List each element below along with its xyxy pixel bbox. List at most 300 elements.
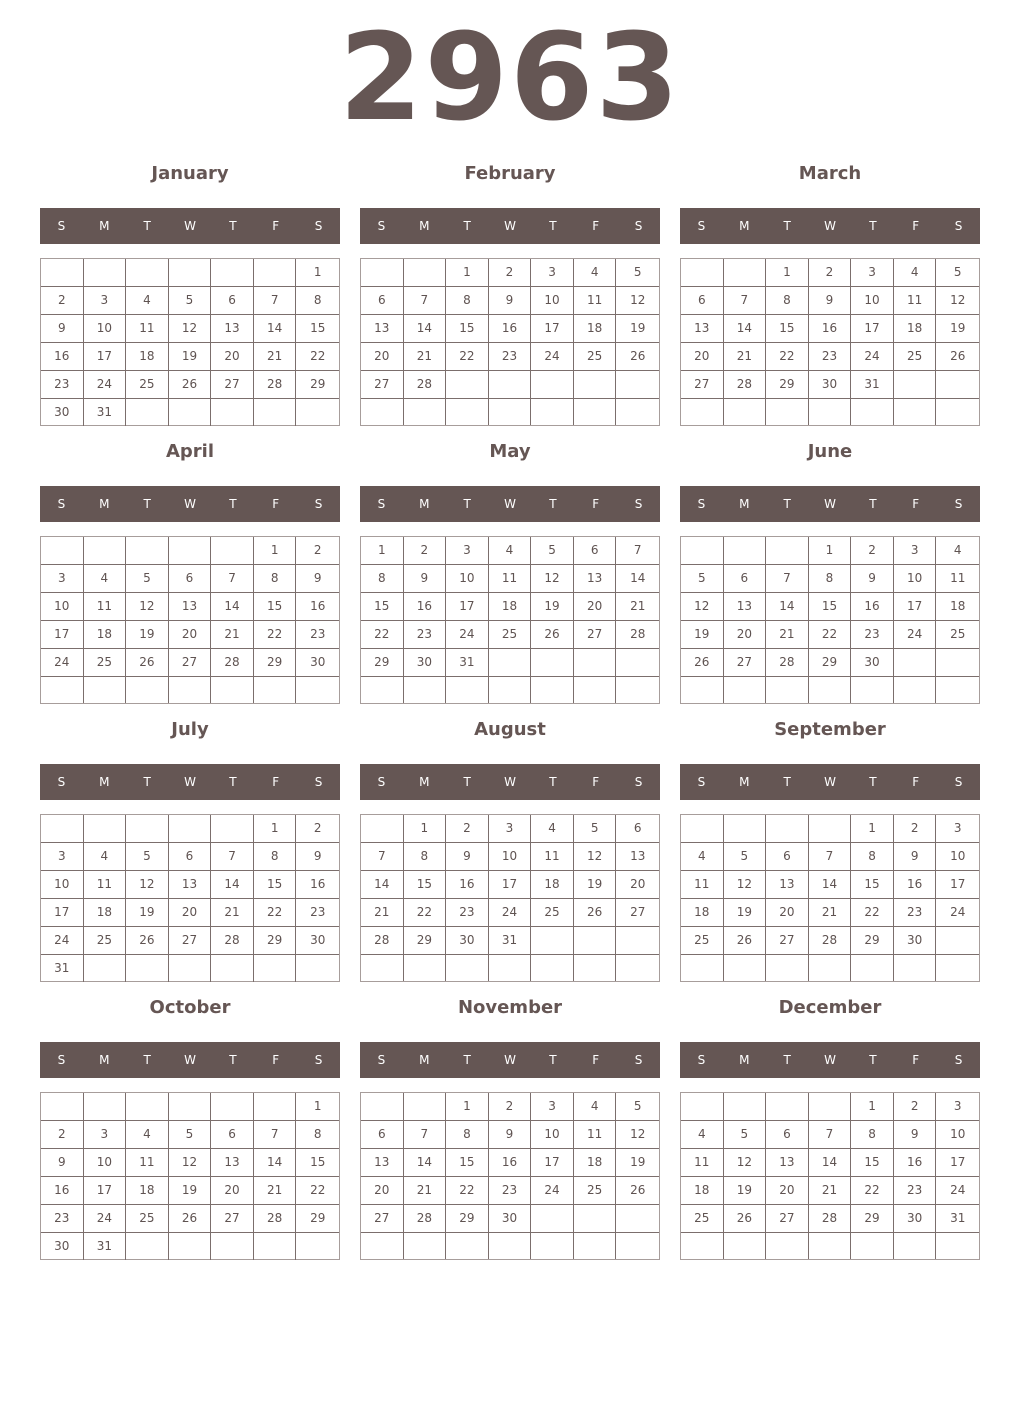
day-cell: 9 <box>296 843 339 871</box>
day-cell <box>724 815 767 843</box>
day-cell <box>446 371 489 399</box>
day-cell <box>41 259 84 287</box>
day-cell: 7 <box>211 843 254 871</box>
day-cell: 22 <box>809 621 852 649</box>
day-cell: 20 <box>574 593 617 621</box>
weekday-label: F <box>592 1053 600 1067</box>
day-cell: 18 <box>681 1177 724 1205</box>
day-cell: 26 <box>724 927 767 955</box>
day-cell: 23 <box>404 621 447 649</box>
weekday-label: F <box>272 1053 280 1067</box>
day-cell: 29 <box>254 927 297 955</box>
day-cell: 4 <box>894 259 937 287</box>
day-cell: 27 <box>766 1205 809 1233</box>
day-cell: 1 <box>361 537 404 565</box>
day-cell: 21 <box>211 899 254 927</box>
weekday-label: S <box>697 775 706 789</box>
day-cell <box>211 537 254 565</box>
day-cell: 27 <box>681 371 724 399</box>
month-title: April <box>165 441 215 462</box>
day-cell: 16 <box>809 315 852 343</box>
day-cell: 6 <box>766 1121 809 1149</box>
day-cell <box>84 1093 127 1121</box>
day-cell: 16 <box>489 315 532 343</box>
weekday-label: T <box>229 219 237 233</box>
day-cell: 2 <box>41 1121 84 1149</box>
day-cell <box>296 1233 339 1260</box>
day-grid <box>40 258 340 426</box>
day-cell <box>126 537 169 565</box>
weekday-label: W <box>824 219 836 233</box>
day-cell <box>851 1233 894 1259</box>
day-cell: 2 <box>41 287 84 315</box>
weekday-label: M <box>419 497 430 511</box>
month-title: March <box>798 163 862 184</box>
day-cell <box>724 1233 767 1259</box>
day-cell <box>446 399 489 425</box>
day-cell <box>936 399 979 425</box>
day-cell: 16 <box>894 1149 937 1177</box>
day-cell: 7 <box>766 565 809 593</box>
day-cell <box>531 399 574 425</box>
day-cell: 30 <box>446 927 489 955</box>
day-cell: 16 <box>894 871 937 899</box>
day-cell: 19 <box>724 899 767 927</box>
day-cell <box>616 677 659 703</box>
day-grid <box>360 814 660 982</box>
day-cell <box>126 677 169 703</box>
weekday-label: T <box>143 775 151 789</box>
day-cell: 3 <box>41 843 84 871</box>
day-cell: 4 <box>126 1121 169 1149</box>
day-cell: 3 <box>936 815 979 843</box>
weekday-label: S <box>57 219 66 233</box>
weekday-label: T <box>463 219 471 233</box>
day-cell: 17 <box>84 343 127 371</box>
day-cell: 17 <box>894 593 937 621</box>
day-cell: 21 <box>616 593 659 621</box>
day-cell: 14 <box>361 871 404 899</box>
day-cell <box>936 649 979 677</box>
day-cell: 5 <box>724 1121 767 1149</box>
year-title: 2963 <box>339 9 681 148</box>
day-cell: 9 <box>296 565 339 593</box>
day-cell: 1 <box>446 259 489 287</box>
weekday-header <box>40 1042 340 1078</box>
day-cell <box>404 677 447 703</box>
day-cell: 21 <box>724 343 767 371</box>
day-cell: 7 <box>211 565 254 593</box>
day-cell: 15 <box>254 871 297 899</box>
day-cell: 12 <box>169 315 212 343</box>
day-cell: 9 <box>809 287 852 315</box>
day-cell <box>84 955 127 982</box>
day-cell: 20 <box>766 1177 809 1205</box>
day-cell: 29 <box>446 1205 489 1233</box>
day-cell: 13 <box>361 315 404 343</box>
day-cell: 26 <box>169 371 212 399</box>
day-cell: 5 <box>574 815 617 843</box>
day-cell: 26 <box>126 649 169 677</box>
day-cell <box>531 371 574 399</box>
weekday-label: F <box>272 497 280 511</box>
day-cell: 30 <box>296 649 339 677</box>
month-title: August <box>474 719 546 740</box>
day-cell: 26 <box>126 927 169 955</box>
day-cell: 19 <box>126 899 169 927</box>
day-cell <box>169 677 212 703</box>
day-cell: 17 <box>41 899 84 927</box>
weekday-label: S <box>954 219 963 233</box>
day-cell <box>809 1093 852 1121</box>
day-cell: 11 <box>574 1121 617 1149</box>
weekday-label: S <box>634 497 643 511</box>
day-cell: 24 <box>531 343 574 371</box>
day-cell: 29 <box>296 1205 339 1233</box>
day-cell: 8 <box>446 1121 489 1149</box>
day-cell: 2 <box>894 815 937 843</box>
day-cell: 31 <box>489 927 532 955</box>
weekday-label: T <box>549 219 557 233</box>
day-cell: 7 <box>254 287 297 315</box>
day-cell: 21 <box>254 343 297 371</box>
day-cell <box>489 1233 532 1259</box>
day-cell <box>936 1233 979 1259</box>
day-cell: 17 <box>936 871 979 899</box>
day-cell: 29 <box>766 371 809 399</box>
month-title: May <box>489 441 531 462</box>
day-cell: 29 <box>254 649 297 677</box>
day-cell: 5 <box>681 565 724 593</box>
day-cell: 6 <box>616 815 659 843</box>
day-cell: 8 <box>254 843 297 871</box>
day-cell <box>724 677 767 703</box>
day-cell: 4 <box>681 1121 724 1149</box>
day-cell: 11 <box>126 1149 169 1177</box>
day-cell: 20 <box>169 621 212 649</box>
day-cell: 9 <box>404 565 447 593</box>
weekday-label: S <box>57 775 66 789</box>
day-cell <box>126 1233 169 1260</box>
day-cell <box>809 815 852 843</box>
weekday-label: M <box>739 497 750 511</box>
day-cell: 15 <box>809 593 852 621</box>
day-cell: 3 <box>84 1121 127 1149</box>
day-cell: 29 <box>404 927 447 955</box>
day-cell: 24 <box>489 899 532 927</box>
day-cell: 10 <box>531 1121 574 1149</box>
day-cell: 13 <box>681 315 724 343</box>
weekday-label: T <box>549 1053 557 1067</box>
weekday-label: F <box>592 775 600 789</box>
month-title: January <box>151 163 229 184</box>
day-cell: 27 <box>574 621 617 649</box>
day-cell: 11 <box>489 565 532 593</box>
day-cell: 27 <box>169 649 212 677</box>
day-cell: 16 <box>489 1149 532 1177</box>
day-cell: 20 <box>169 899 212 927</box>
day-cell: 12 <box>531 565 574 593</box>
day-cell: 25 <box>126 1205 169 1233</box>
weekday-label: W <box>824 1053 836 1067</box>
day-cell: 18 <box>681 899 724 927</box>
day-cell: 13 <box>211 1149 254 1177</box>
weekday-label: F <box>912 775 920 789</box>
day-cell: 24 <box>41 927 84 955</box>
day-cell <box>681 815 724 843</box>
day-cell: 11 <box>574 287 617 315</box>
day-cell: 27 <box>211 1205 254 1233</box>
day-cell: 22 <box>851 1177 894 1205</box>
day-cell: 16 <box>446 871 489 899</box>
day-cell <box>766 1233 809 1259</box>
day-cell: 2 <box>296 537 339 565</box>
weekday-label: T <box>229 497 237 511</box>
day-grid <box>40 1092 340 1260</box>
weekday-label: S <box>954 497 963 511</box>
day-cell <box>169 259 212 287</box>
day-cell: 25 <box>936 621 979 649</box>
day-cell: 20 <box>616 871 659 899</box>
day-cell: 17 <box>936 1149 979 1177</box>
day-cell: 4 <box>489 537 532 565</box>
month-title: December <box>778 997 882 1018</box>
day-cell: 24 <box>894 621 937 649</box>
weekday-label: M <box>99 219 110 233</box>
day-grid <box>360 1092 660 1260</box>
day-cell: 3 <box>531 259 574 287</box>
day-cell: 21 <box>254 1177 297 1205</box>
day-cell: 30 <box>894 1205 937 1233</box>
day-cell <box>681 399 724 425</box>
day-cell: 6 <box>724 565 767 593</box>
day-cell: 23 <box>489 343 532 371</box>
day-cell: 1 <box>404 815 447 843</box>
day-grid <box>680 536 980 704</box>
month-title: October <box>149 997 231 1018</box>
day-cell <box>211 259 254 287</box>
day-cell: 18 <box>574 315 617 343</box>
day-cell <box>809 677 852 703</box>
day-cell: 22 <box>296 343 339 371</box>
day-cell: 30 <box>404 649 447 677</box>
day-cell <box>894 399 937 425</box>
month-title: November <box>457 997 563 1018</box>
day-cell: 18 <box>84 899 127 927</box>
day-cell: 4 <box>84 565 127 593</box>
day-cell: 26 <box>169 1205 212 1233</box>
day-cell: 24 <box>851 343 894 371</box>
day-cell: 8 <box>296 287 339 315</box>
day-cell: 10 <box>84 315 127 343</box>
day-cell: 4 <box>84 843 127 871</box>
day-cell: 30 <box>41 399 84 426</box>
weekday-label: S <box>634 219 643 233</box>
day-cell <box>531 927 574 955</box>
day-cell: 13 <box>169 593 212 621</box>
day-cell <box>41 677 84 703</box>
day-cell: 30 <box>851 649 894 677</box>
day-cell: 2 <box>489 1093 532 1121</box>
day-cell: 11 <box>84 593 127 621</box>
day-cell: 29 <box>851 1205 894 1233</box>
day-cell: 30 <box>809 371 852 399</box>
weekday-header <box>40 764 340 800</box>
day-cell <box>616 1205 659 1233</box>
day-cell: 22 <box>851 899 894 927</box>
day-cell: 8 <box>851 843 894 871</box>
day-cell <box>766 537 809 565</box>
weekday-label: W <box>504 219 516 233</box>
day-cell <box>531 677 574 703</box>
day-cell: 11 <box>126 315 169 343</box>
weekday-label: S <box>377 775 386 789</box>
day-cell: 24 <box>84 371 127 399</box>
weekday-header <box>360 208 660 244</box>
weekday-header <box>360 486 660 522</box>
weekday-label: T <box>869 497 877 511</box>
day-cell: 25 <box>681 927 724 955</box>
day-cell: 6 <box>211 287 254 315</box>
day-cell: 25 <box>126 371 169 399</box>
day-cell <box>681 537 724 565</box>
day-cell: 9 <box>489 287 532 315</box>
day-cell <box>211 1093 254 1121</box>
day-cell <box>724 1093 767 1121</box>
day-cell: 5 <box>616 1093 659 1121</box>
day-cell <box>211 399 254 426</box>
day-cell: 14 <box>211 871 254 899</box>
day-cell: 28 <box>766 649 809 677</box>
day-cell: 25 <box>681 1205 724 1233</box>
day-cell: 19 <box>724 1177 767 1205</box>
weekday-label: S <box>314 219 323 233</box>
day-cell: 16 <box>404 593 447 621</box>
day-cell: 31 <box>84 399 127 426</box>
day-cell <box>809 955 852 981</box>
weekday-header <box>680 208 980 244</box>
day-cell <box>41 1093 84 1121</box>
day-cell: 9 <box>489 1121 532 1149</box>
day-cell: 7 <box>809 843 852 871</box>
day-cell: 31 <box>851 371 894 399</box>
weekday-label: M <box>739 775 750 789</box>
day-cell: 9 <box>446 843 489 871</box>
day-cell: 9 <box>851 565 894 593</box>
day-cell <box>126 259 169 287</box>
day-cell <box>489 371 532 399</box>
day-cell: 26 <box>531 621 574 649</box>
day-cell: 12 <box>126 593 169 621</box>
day-cell: 28 <box>809 927 852 955</box>
day-cell: 23 <box>809 343 852 371</box>
day-cell: 1 <box>851 1093 894 1121</box>
day-grid <box>680 814 980 982</box>
weekday-label: W <box>504 1053 516 1067</box>
day-cell: 15 <box>296 315 339 343</box>
day-cell: 19 <box>616 1149 659 1177</box>
month-title: September <box>774 719 886 740</box>
day-cell: 19 <box>936 315 979 343</box>
day-cell: 8 <box>809 565 852 593</box>
day-cell: 14 <box>616 565 659 593</box>
day-cell: 3 <box>531 1093 574 1121</box>
day-cell: 2 <box>851 537 894 565</box>
weekday-label: S <box>697 1053 706 1067</box>
day-cell: 14 <box>254 315 297 343</box>
day-cell: 19 <box>574 871 617 899</box>
day-cell <box>296 677 339 703</box>
day-cell: 16 <box>41 1177 84 1205</box>
day-cell: 28 <box>254 1205 297 1233</box>
day-cell: 26 <box>681 649 724 677</box>
day-cell: 10 <box>936 1121 979 1149</box>
day-cell <box>574 399 617 425</box>
day-cell <box>574 649 617 677</box>
day-cell: 29 <box>296 371 339 399</box>
day-cell <box>574 1205 617 1233</box>
day-cell: 11 <box>894 287 937 315</box>
weekday-label: T <box>143 1053 151 1067</box>
weekday-label: W <box>184 497 196 511</box>
day-cell: 17 <box>851 315 894 343</box>
day-cell: 21 <box>211 621 254 649</box>
day-cell: 27 <box>616 899 659 927</box>
weekday-header <box>680 764 980 800</box>
day-cell <box>169 955 212 982</box>
day-cell: 8 <box>766 287 809 315</box>
day-cell: 27 <box>724 649 767 677</box>
weekday-label: F <box>272 775 280 789</box>
day-cell: 23 <box>41 1205 84 1233</box>
weekday-label: M <box>419 219 430 233</box>
day-cell <box>41 537 84 565</box>
day-cell <box>851 955 894 981</box>
day-cell <box>489 399 532 425</box>
weekday-label: T <box>783 497 791 511</box>
day-cell: 11 <box>681 871 724 899</box>
day-cell: 22 <box>254 621 297 649</box>
day-cell <box>361 815 404 843</box>
day-cell: 1 <box>296 1093 339 1121</box>
day-cell <box>489 955 532 981</box>
weekday-label: T <box>143 497 151 511</box>
day-cell: 15 <box>254 593 297 621</box>
day-cell: 7 <box>254 1121 297 1149</box>
day-cell: 18 <box>531 871 574 899</box>
day-grid <box>40 814 340 982</box>
weekday-label: T <box>783 1053 791 1067</box>
day-cell: 28 <box>809 1205 852 1233</box>
month-title: June <box>807 441 853 462</box>
day-cell: 13 <box>616 843 659 871</box>
day-cell: 3 <box>936 1093 979 1121</box>
weekday-label: W <box>504 775 516 789</box>
day-cell: 1 <box>851 815 894 843</box>
day-cell: 1 <box>446 1093 489 1121</box>
day-cell <box>851 399 894 425</box>
day-grid <box>360 258 660 426</box>
day-cell <box>126 815 169 843</box>
day-cell: 5 <box>724 843 767 871</box>
day-cell: 8 <box>361 565 404 593</box>
day-cell <box>894 1233 937 1259</box>
day-cell: 17 <box>84 1177 127 1205</box>
day-cell: 19 <box>531 593 574 621</box>
day-cell: 27 <box>211 371 254 399</box>
weekday-label: M <box>99 775 110 789</box>
day-cell: 8 <box>296 1121 339 1149</box>
